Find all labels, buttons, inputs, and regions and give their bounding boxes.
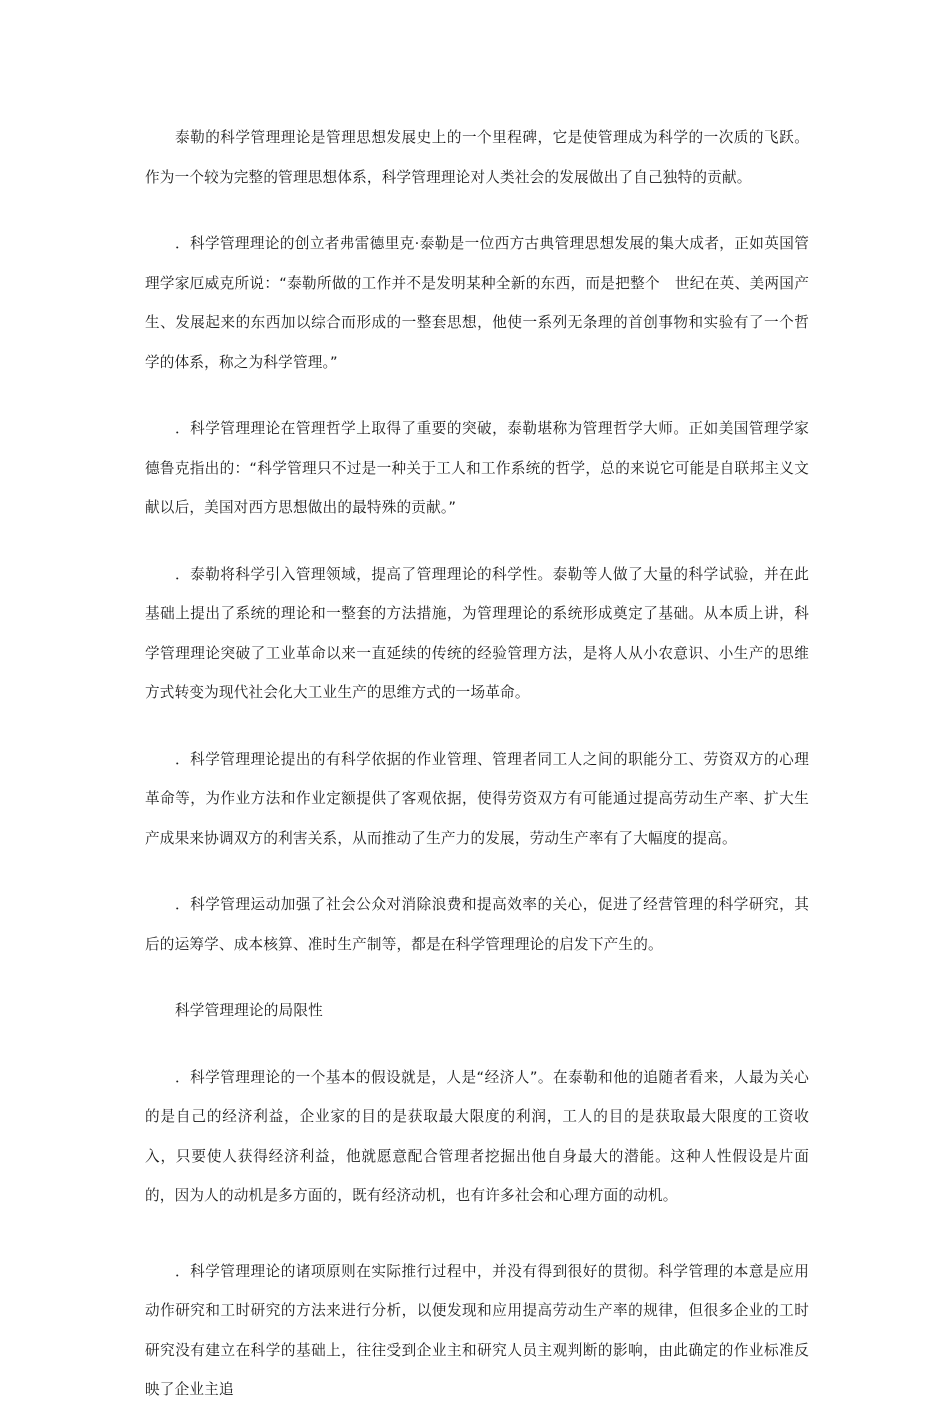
- contribution-paragraph-4: ．科学管理理论提出的有科学依据的作业管理、管理者同工人之间的职能分工、劳资双方的心理革命等，为作业方法和作业定额提供了客观依据，使得劳资双方有可能通过提高劳动生产率、扩大生产成果来协调双方的利害关系，从而推动了生产力的发展，劳动生产率有了大幅度的提高。: [145, 750, 809, 847]
- contribution-paragraph-1: ．科学管理理论的创立者弗雷德里克·泰勒是一位西方古典管理思想发展的集大成者，正如英国管理学家厄威克所说：“泰勒所做的工作并不是发明某种全新的东西，而是把整个 世纪在英、美两国产生、发展起来的东西加以综合而形成的一整套思想，他使一系列无条理的首创事物和实验有了一个哲学的体系，称之为科学管理。”: [145, 235, 809, 371]
- limitation-paragraph-1: ．科学管理理论的一个基本的假设就是，人是“经济人”。在泰勒和他的追随者看来，人最为关心的是自己的经济利益，企业家的目的是获取最大限度的利润，工人的目的是获取最大限度的工资收入，只要使人获得经济利益，他就愿意配合管理者挖掘出他自身最大的潜能。这种人性假设是片面的，因为人的动机是多方面的，既有经济动机，也有许多社会和心理方面的动机。: [145, 1068, 809, 1204]
- intro-paragraph: 泰勒的科学管理理论是管理思想发展史上的一个里程碑，它是使管理成为科学的一次质的飞跃。作为一个较为完整的管理思想体系，科学管理理论对人类社会的发展做出了自己独特的贡献。: [145, 129, 809, 186]
- section-heading: 科学管理理论的局限性: [175, 1002, 323, 1019]
- contribution-paragraph-5: ．科学管理运动加强了社会公众对消除浪费和提高效率的关心，促进了经营管理的科学研究，其后的运筹学、成本核算、准时生产制等，都是在科学管理理论的启发下产生的。: [145, 896, 809, 953]
- contribution-paragraph-3: ．泰勒将科学引入管理领域，提高了管理理论的科学性。泰勒等人做了大量的科学试验，并在此基础上提出了系统的理论和一整套的方法措施，为管理理论的系统形成奠定了基础。从本质上讲，科学管理理论突破了工业革命以来一直延续的传统的经验管理方法，是将人从小农意识、小生产的思维方式转变为现代社会化大工业生产的思维方式的一场革命。: [145, 565, 809, 701]
- limitation-paragraph-2: ．科学管理理论的诸项原则在实际推行过程中，并没有得到很好的贯彻。科学管理的本意是应用动作研究和工时研究的方法来进行分析，以便发现和应用提高劳动生产率的规律，但很多企业的工时研究没有建立在科学的基础上，往往受到企业主和研究人员主观判断的影响，由此确定的作业标准反映了企业主追: [145, 1262, 809, 1398]
- contribution-paragraph-2: ．科学管理理论在管理哲学上取得了重要的突破，泰勒堪称为管理哲学大师。正如美国管理学家德鲁克指出的：“科学管理只不过是一种关于工人和工作系统的哲学，总的来说它可能是自联邦主义文献以后，美国对西方思想做出的最特殊的贡献。”: [145, 420, 809, 516]
- document-body: [145, 118, 809, 1410]
